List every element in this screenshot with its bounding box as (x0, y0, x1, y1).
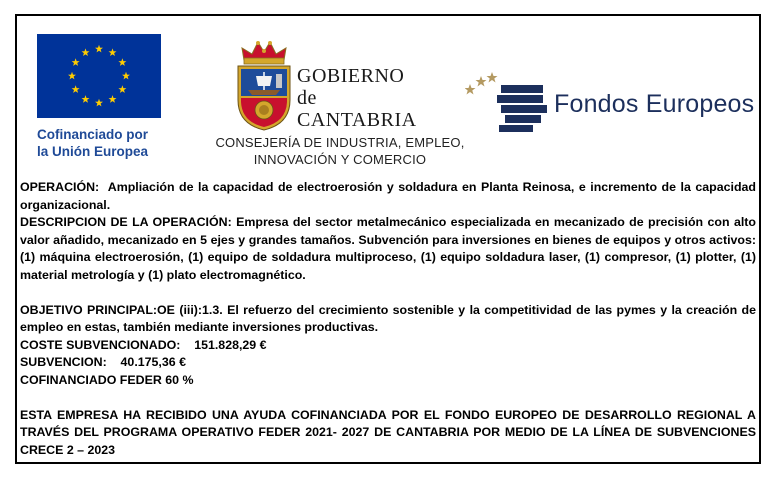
footer-statement: ESTA EMPRESA HA RECIBIDO UNA AYUDA COFINANCIADA POR EL FONDO EUROPEO DE DESARROLLO REGIONAL A TRAVÉS DEL PROGRAMA OPERATIVO FEDER 2021- 2027 DE CANTABRIA POR MEDIO DE LA LÍNEA DE SUBVENCIONES CRECE 2 – 2023 (20, 407, 756, 457)
coste-value: 151.828,29 € (194, 337, 267, 352)
coste-label: COSTE SUBVENCIONADO: (20, 337, 181, 352)
gobierno-line2: de (297, 87, 317, 109)
objetivo-paragraph (20, 302, 756, 337)
project-info (20, 179, 756, 459)
operacion-paragraph (20, 179, 756, 214)
objetivo-label: OBJETIVO PRINCIPAL: (20, 302, 158, 317)
gobierno-line3: CANTABRIA (297, 109, 417, 131)
fondos-europeos-wordmark: Fondos Europeos (554, 90, 755, 118)
logo-header (17, 16, 759, 184)
consejeria-line1: CONSEJERÍA DE INDUSTRIA, EMPLEO, (215, 135, 465, 150)
eu-caption-line2: la Unión Europea (37, 144, 149, 159)
operacion-label: OPERACIÓN: (20, 180, 100, 194)
objetivo-text: OE (iii):1.3. El refuerzo del crecimiento sostenible y la competitividad de las pymes y la creación de empleo en estas, también mediante inversiones productivas. (20, 302, 756, 334)
subvencion-label: SUBVENCION: (20, 355, 107, 369)
gobierno-line1: GOBIERNO (297, 65, 405, 87)
descripcion-paragraph (20, 214, 756, 284)
fondos-europeos-logo (465, 71, 555, 133)
poster-frame (15, 14, 761, 464)
operacion-text: Ampliación de la capacidad de electroerosión y soldadura en Planta Reinosa, e incremento de la capacidad organizacional. (20, 180, 756, 212)
cofinanciado-line: COFINANCIADO FEDER 60 % (20, 372, 194, 387)
consejeria-caption (195, 134, 485, 168)
eu-caption (37, 126, 187, 160)
subvencion-value: 40.175,36 € (120, 355, 186, 369)
cantabria-coat-of-arms (232, 38, 296, 132)
eu-flag-logo (37, 34, 161, 118)
eu-caption-line1: Cofinanciado por (37, 127, 148, 142)
descripcion-label: DESCRIPCION DE LA OPERACIÓN: (20, 215, 232, 229)
coste-line (20, 337, 756, 355)
gobierno-wordmark (297, 65, 417, 131)
subvencion-line (20, 354, 756, 372)
descripcion-text: Empresa del sector metalmecánico especializada en mecanizado de precisión con alto valor añadido, mecanizado en 5 ejes y grandes tamaños. Subvención para inversiones en bienes de equipos y otros activos: (1) máquina electroerosión, (1) equipo de soldadura multiproceso, (1) equipo soldadura laser, (1) compresor, (1) plotter, (1) material metrología y (1) plato electromagnético. (20, 215, 756, 282)
consejeria-line2: INNOVACIÓN Y COMERCIO (253, 152, 427, 167)
